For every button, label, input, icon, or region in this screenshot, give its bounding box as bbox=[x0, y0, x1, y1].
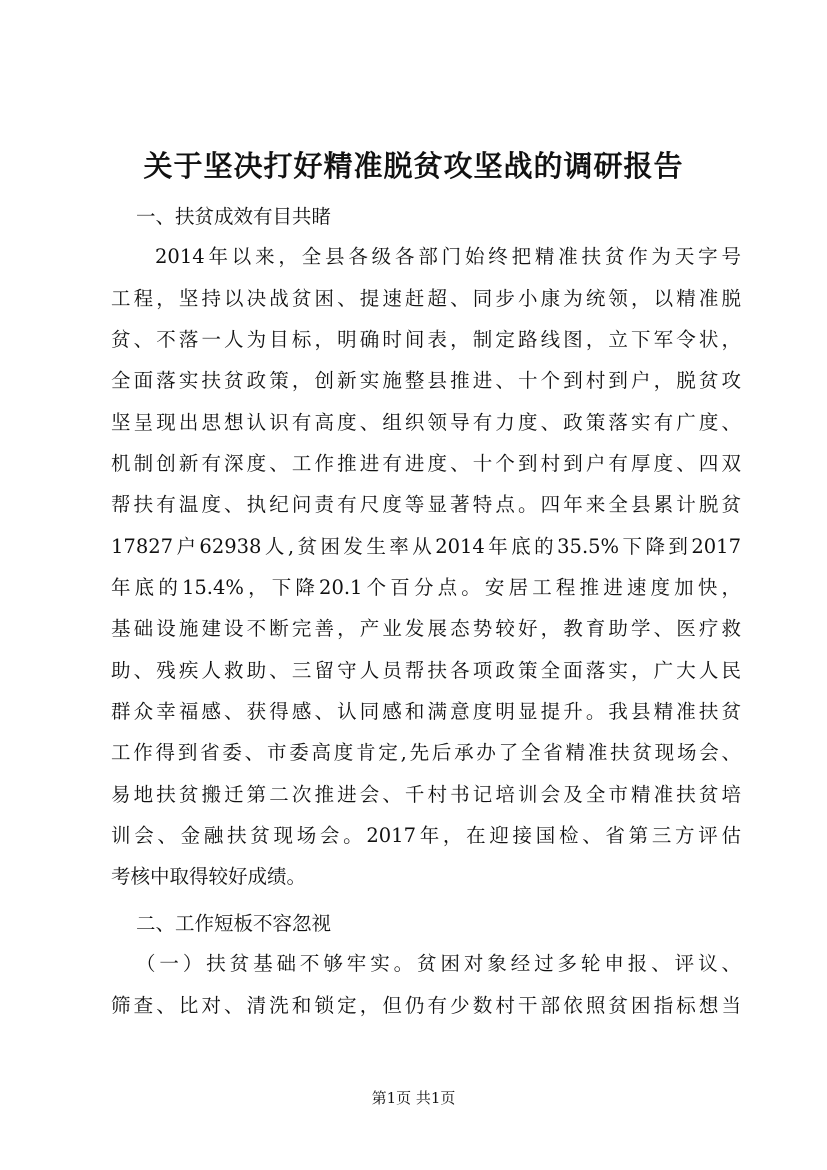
document-title: 关于坚决打好精准脱贫攻坚战的调研报告 bbox=[143, 149, 684, 183]
paragraph-line: 全面落实扶贫政策，创新实施整县推进、十个到村到户，脱贫攻 bbox=[111, 369, 741, 392]
paragraph-line: 机制创新有深度、工作推进有进度、十个到村到户有厚度、四双 bbox=[111, 452, 741, 475]
paragraph-line: 帮扶有温度、执纪问责有尺度等显著特点。四年来全县累计脱贫 bbox=[111, 493, 741, 516]
paragraph-line: 群众幸福感、获得感、认同感和满意度明显提升。我县精准扶贫 bbox=[111, 700, 741, 723]
paragraph-line: 筛查、比对、清洗和锁定，但仍有少数村干部依照贫困指标想当 bbox=[111, 994, 741, 1017]
paragraph-line: 17827户62938人,贫困发生率从2014年底的35.5%下降到2017 bbox=[111, 535, 741, 558]
paragraph-line: 年底的15.4%，下降20.1个百分点。安居工程推进速度加快， bbox=[111, 576, 741, 599]
paragraph-line: （一）扶贫基础不够牢实。贫困对象经过多轮申报、评议、 bbox=[136, 952, 741, 975]
paragraph-line: 考核中取得较好成绩。 bbox=[111, 865, 307, 888]
paragraph-line: 训会、金融扶贫现场会。2017年，在迎接国检、省第三方评估 bbox=[111, 824, 741, 847]
paragraph-line: 坚呈现出思想认识有高度、组织领导有力度、政策落实有广度、 bbox=[111, 411, 741, 434]
paragraph-line: 2014年以来，全县各级各部门始终把精准扶贫作为天字号 bbox=[155, 245, 741, 268]
paragraph-line: 基础设施建设不断完善，产业发展态势较好，教育助学、医疗救 bbox=[111, 617, 741, 640]
section-heading-2: 二、工作短板不容忽视 bbox=[136, 912, 332, 935]
section-heading-1: 一、扶贫成效有目共睹 bbox=[136, 205, 332, 228]
paragraph-line: 工作得到省委、市委高度肯定,先后承办了全省精准扶贫现场会、 bbox=[111, 741, 741, 764]
paragraph-line: 工程，坚持以决战贫困、提速赶超、同步小康为统领，以精准脱 bbox=[111, 287, 741, 310]
paragraph-line: 助、残疾人救助、三留守人员帮扶各项政策全面落实，广大人民 bbox=[111, 659, 741, 682]
paragraph-line: 易地扶贫搬迁第二次推进会、千村书记培训会及全市精准扶贫培 bbox=[111, 783, 741, 806]
paragraph-line: 贫、不落一人为目标，明确时间表，制定路线图，立下军令状， bbox=[111, 328, 741, 351]
page-footer: 第1页 共1页 bbox=[371, 1089, 456, 1107]
